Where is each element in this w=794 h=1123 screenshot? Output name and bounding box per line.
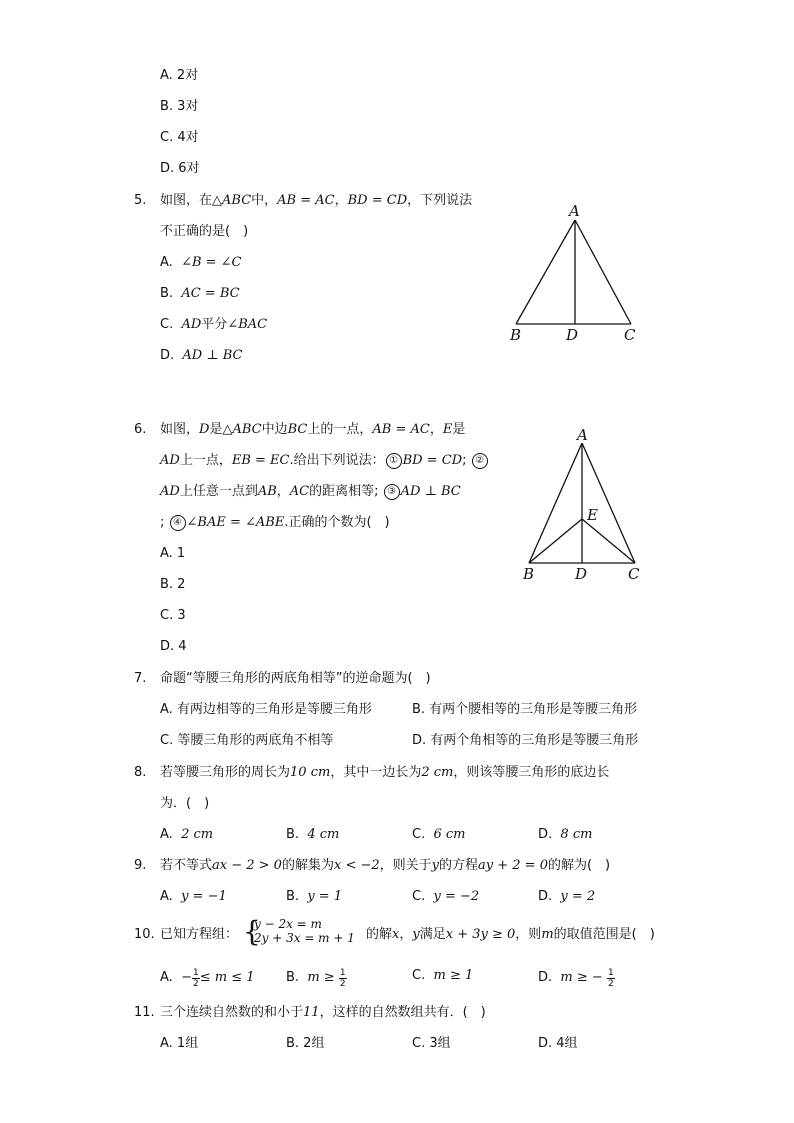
q7-stem: 命题“等腰三角形的两底角相等”的逆命题为( ) — [160, 671, 431, 686]
q10-option-a: A. − $\frac{1}{2}$ ≤ m ≤ 1 — [160, 968, 255, 989]
q6-label-d: D — [575, 565, 588, 583]
q5-side-ab — [516, 220, 575, 324]
q7-option-d: D. 有两个角相等的三角形是等腰三角形 — [412, 733, 639, 748]
q10-equation-2: 2y + 3x = m + 1 — [254, 931, 355, 945]
q6-stem-line2: AD上一点，EB = EC.给出下列说法： ① BD = CD; ② — [160, 453, 489, 469]
q8-option-b: B. 4 cm — [286, 827, 340, 842]
q4-option-d: D. 6对 — [160, 161, 200, 176]
q8-stem-line2: 为．( ) — [160, 796, 210, 811]
q5-option-c: C. AD平分∠BAC — [160, 317, 268, 332]
q8-number: 8. — [134, 765, 147, 780]
q5-stem-line1: 如图，在△ABC中，AB = AC，BD = CD，下列说法 — [160, 193, 473, 208]
q8-option-a: A. 2 cm — [160, 827, 214, 842]
q4-option-b: B. 3对 — [160, 99, 199, 114]
q6-stem-line1: 如图，D是△ABC中边BC上的一点，AB = AC，E是 — [160, 422, 466, 437]
q10-brace: { — [243, 915, 261, 948]
q10-option-c: C. m ≥ 1 — [412, 968, 474, 983]
q5-option-a: A. ∠B = ∠C — [160, 255, 242, 270]
q7-option-b: B. 有两个腰相等的三角形是等腰三角形 — [412, 702, 638, 717]
q8-option-c: C. 6 cm — [412, 827, 466, 842]
q6-option-c: C. 3 — [160, 608, 186, 623]
q6-triangle-figure — [515, 425, 655, 585]
q5-label-a: A — [569, 202, 580, 220]
q4-option-a: A. 2对 — [160, 68, 199, 83]
q6-label-b: B — [523, 565, 535, 583]
q5-number: 5. — [134, 193, 147, 208]
q8-option-d: D. 8 cm — [538, 827, 593, 842]
fraction-half: $\frac{1}{2}$ — [339, 968, 346, 989]
q11-option-d: D. 4组 — [538, 1036, 578, 1051]
fraction-half: $\frac{1}{2}$ — [607, 968, 614, 989]
q6-segment-be — [529, 519, 582, 563]
q9-stem: 若不等式ax − 2 > 0的解集为x < −2，则关于y的方程ay + 2 = 0的解为( ) — [160, 858, 611, 873]
q6-stem-line3: AD上任意一点到AB，AC的距离相等; ③ AD ⊥ BC — [160, 484, 461, 499]
q10-stem-prefix: 已知方程组： — [160, 927, 239, 942]
q5-label-b: B — [510, 326, 522, 344]
q7-number: 7. — [134, 671, 147, 686]
q11-option-a: A. 1组 — [160, 1036, 199, 1051]
q5-label-d: D — [566, 326, 579, 344]
q6-segment-ce — [582, 519, 635, 563]
q7-option-a: A. 有两边相等的三角形是等腰三角形 — [160, 702, 372, 717]
q6-side-ac — [582, 443, 635, 563]
q11-option-b: B. 2组 — [286, 1036, 325, 1051]
q9-option-d: D. y = 2 — [538, 889, 596, 904]
q9-option-c: C. y = −2 — [412, 889, 480, 904]
q10-option-d: D. m ≥ − $\frac{1}{2}$ — [538, 968, 614, 989]
fraction-half: $\frac{1}{2}$ — [192, 968, 199, 989]
q9-option-b: B. y = 1 — [286, 889, 343, 904]
q10-option-b: B. m ≥ $\frac{1}{2}$ — [286, 968, 346, 989]
q9-option-a: A. y = −1 — [160, 889, 227, 904]
q9-number: 9. — [134, 858, 147, 873]
q6-label-a: A — [577, 426, 588, 444]
q10-number: 10. — [134, 927, 155, 942]
q6-option-d: D. 4 — [160, 639, 187, 654]
q10-equation-1: y − 2x = m — [254, 917, 322, 931]
q6-label-c: C — [628, 565, 640, 583]
q8-stem-line1: 若等腰三角形的周长为10 cm，其中一边长为2 cm，则该等腰三角形的底边长 — [160, 765, 610, 780]
q5-side-ac — [575, 220, 631, 324]
q5-option-d: D. AD ⊥ BC — [160, 348, 243, 363]
q4-option-c: C. 4对 — [160, 130, 199, 145]
q11-number: 11. — [134, 1005, 155, 1020]
q11-stem: 三个连续自然数的和小于11，这样的自然数组共有．( ) — [160, 1005, 486, 1020]
q6-label-e: E — [587, 506, 598, 524]
q11-option-c: C. 3组 — [412, 1036, 451, 1051]
q10-stem-suffix: 的解x，y满足x + 3y ≥ 0，则m的取值范围是( ) — [366, 927, 655, 942]
q6-side-ab — [529, 443, 582, 563]
q6-stem-line4: ; ④ ∠BAE = ∠ABE.正确的个数为( ) — [160, 515, 390, 530]
q5-stem-line2: 不正确的是( ) — [160, 224, 249, 239]
q5-label-c: C — [624, 326, 636, 344]
q6-option-b: B. 2 — [160, 577, 186, 592]
q6-number: 6. — [134, 422, 147, 437]
q5-option-b: B. AC = BC — [160, 286, 240, 301]
q6-option-a: A. 1 — [160, 546, 186, 561]
q7-option-c: C. 等腰三角形的两底角不相等 — [160, 733, 334, 748]
q5-triangle-figure — [500, 198, 650, 348]
